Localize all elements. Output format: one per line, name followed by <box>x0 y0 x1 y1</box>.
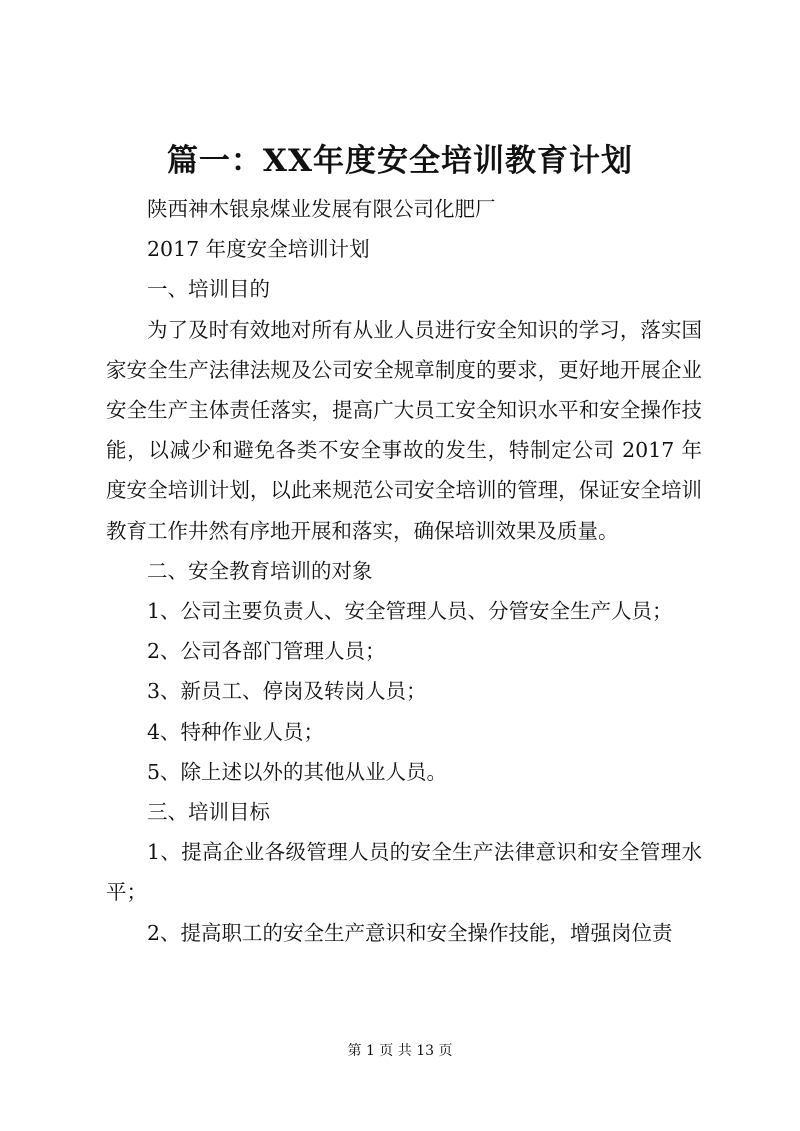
goal-item-1: 1、提高企业各级管理人员的安全生产法律意识和安全管理水平； <box>106 840 702 905</box>
company-name: 陕西神木银泉煤业发展有限公司化肥厂 <box>147 197 496 221</box>
target-item-3: 3、新员工、停岗及转岗人员； <box>147 679 427 704</box>
section-heading-purpose: 一、培训目的 <box>147 277 270 302</box>
section-heading-targets: 二、安全教育培训的对象 <box>147 558 373 583</box>
document-title: 篇一：XX年度安全培训教育计划 <box>166 143 634 179</box>
target-item-1: 1、公司主要负责人、安全管理人员、分管安全生产人员； <box>147 599 673 624</box>
target-item-5: 5、除上述以外的其他从业人员。 <box>147 759 448 784</box>
plan-subtitle: 2017 年度安全培训计划 <box>147 237 370 262</box>
document-body <box>106 189 702 953</box>
section-heading-goals: 三、培训目标 <box>147 800 270 825</box>
purpose-paragraph: 为了及时有效地对所有从业人员进行安全知识的学习，落实国家安全生产法律法规及公司安全规章制度的要求，更好地开展企业安全生产主体责任落实，提高广大员工安全知识水平和安全操作技能，以减少和避免各类不安全事故的发生，特制定公司 2017 年度安全培训计划，以此来规范公司安全培训的管理，保证安全培训教育工作井然有序地开展和落实，确保培训效果及质量。 <box>106 317 702 543</box>
target-item-4: 4、特种作业人员； <box>147 719 325 744</box>
goal-item-2: 2、提高职工的安全生产意识和安全操作技能，增强岗位责 <box>147 920 673 945</box>
page-footer: 第 1 页 共 13 页 <box>347 1043 453 1059</box>
target-item-2: 2、公司各部门管理人员； <box>147 639 386 664</box>
